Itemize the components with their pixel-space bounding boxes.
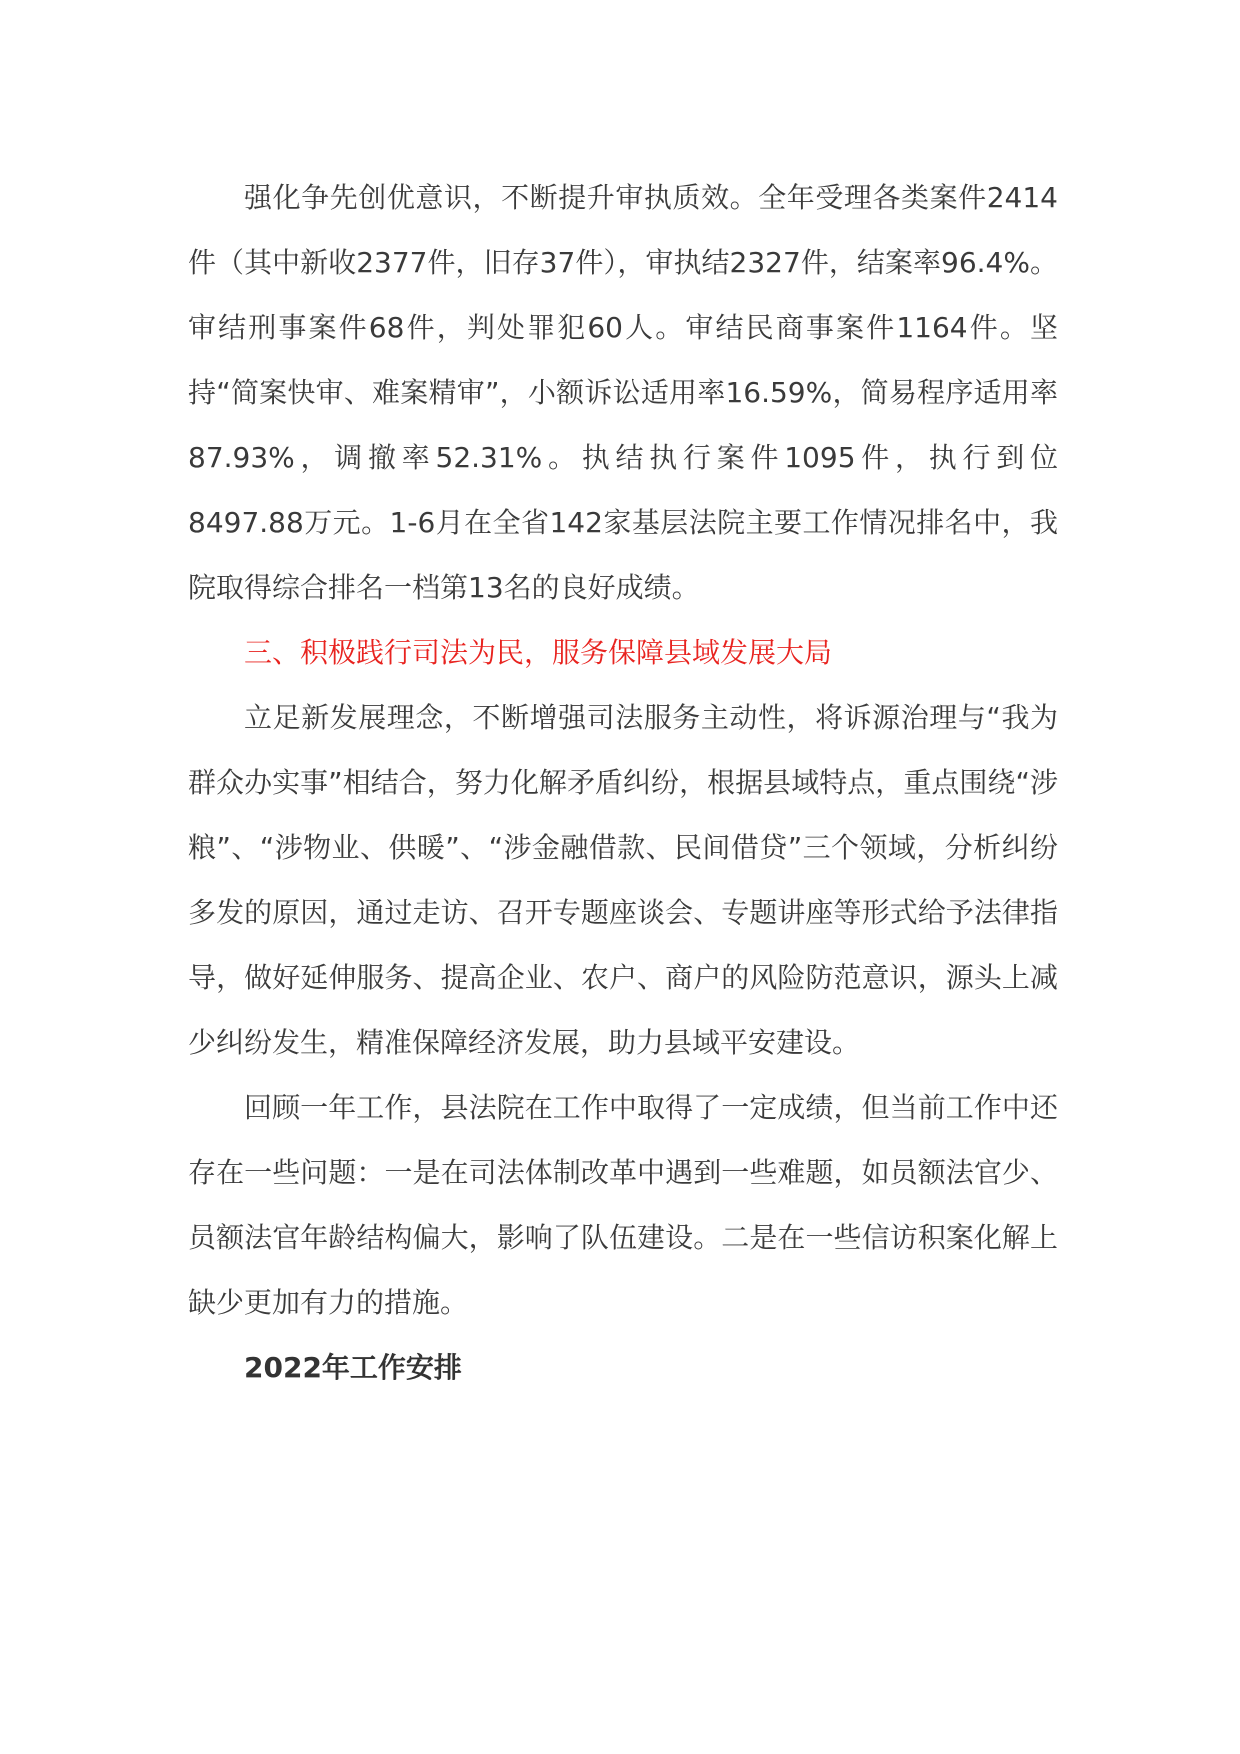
section-heading-2022-plan: 2022年工作安排 [244, 1351, 462, 1384]
document-body [188, 165, 1058, 1400]
paragraph-judicial-service: 立足新发展理念，不断增强司法服务主动性，将诉源治理与“我为群众办实事”相结合，努力化解矛盾纠纷，根据县域特点，重点围绕“涉粮”、“涉物业、供暖”、“涉金融借款、民间借贷”三个领域，分析纠纷多发的原因，通过走访、召开专题座谈会、专题讲座等形式给予法律指导，做好延伸服务、提高企业、农户、商户的风险防范意识，源头上减少纠纷发生，精准保障经济发展，助力县域平安建设。 [188, 701, 1058, 1059]
paragraph-review-problems: 回顾一年工作，县法院在工作中取得了一定成绩，但当前工作中还存在一些问题：一是在司法体制改革中遇到一些难题，如员额法官少、员额法官年龄结构偏大，影响了队伍建设。二是在一些信访积案化解上缺少更加有力的措施。 [188, 1091, 1058, 1319]
paragraph-case-statistics: 强化争先创优意识，不断提升审执质效。全年受理各类案件2414件（其中新收2377件，旧存37件），审执结2327件，结案率96.4%。审结刑事案件68件，判处罪犯60人。审结民商事案件1164件。坚持“简案快审、难案精审”，小额诉讼适用率16.59%，简易程序适用率87.93%，调撤率52.31%。执结执行案件1095件，执行到位8497.88万元。1-6月在全省142家基层法院主要工作情况排名中，我院取得综合排名一档第13名的良好成绩。 [188, 181, 1058, 604]
section-heading-three: 三、积极践行司法为民，服务保障县域发展大局 [244, 636, 833, 669]
